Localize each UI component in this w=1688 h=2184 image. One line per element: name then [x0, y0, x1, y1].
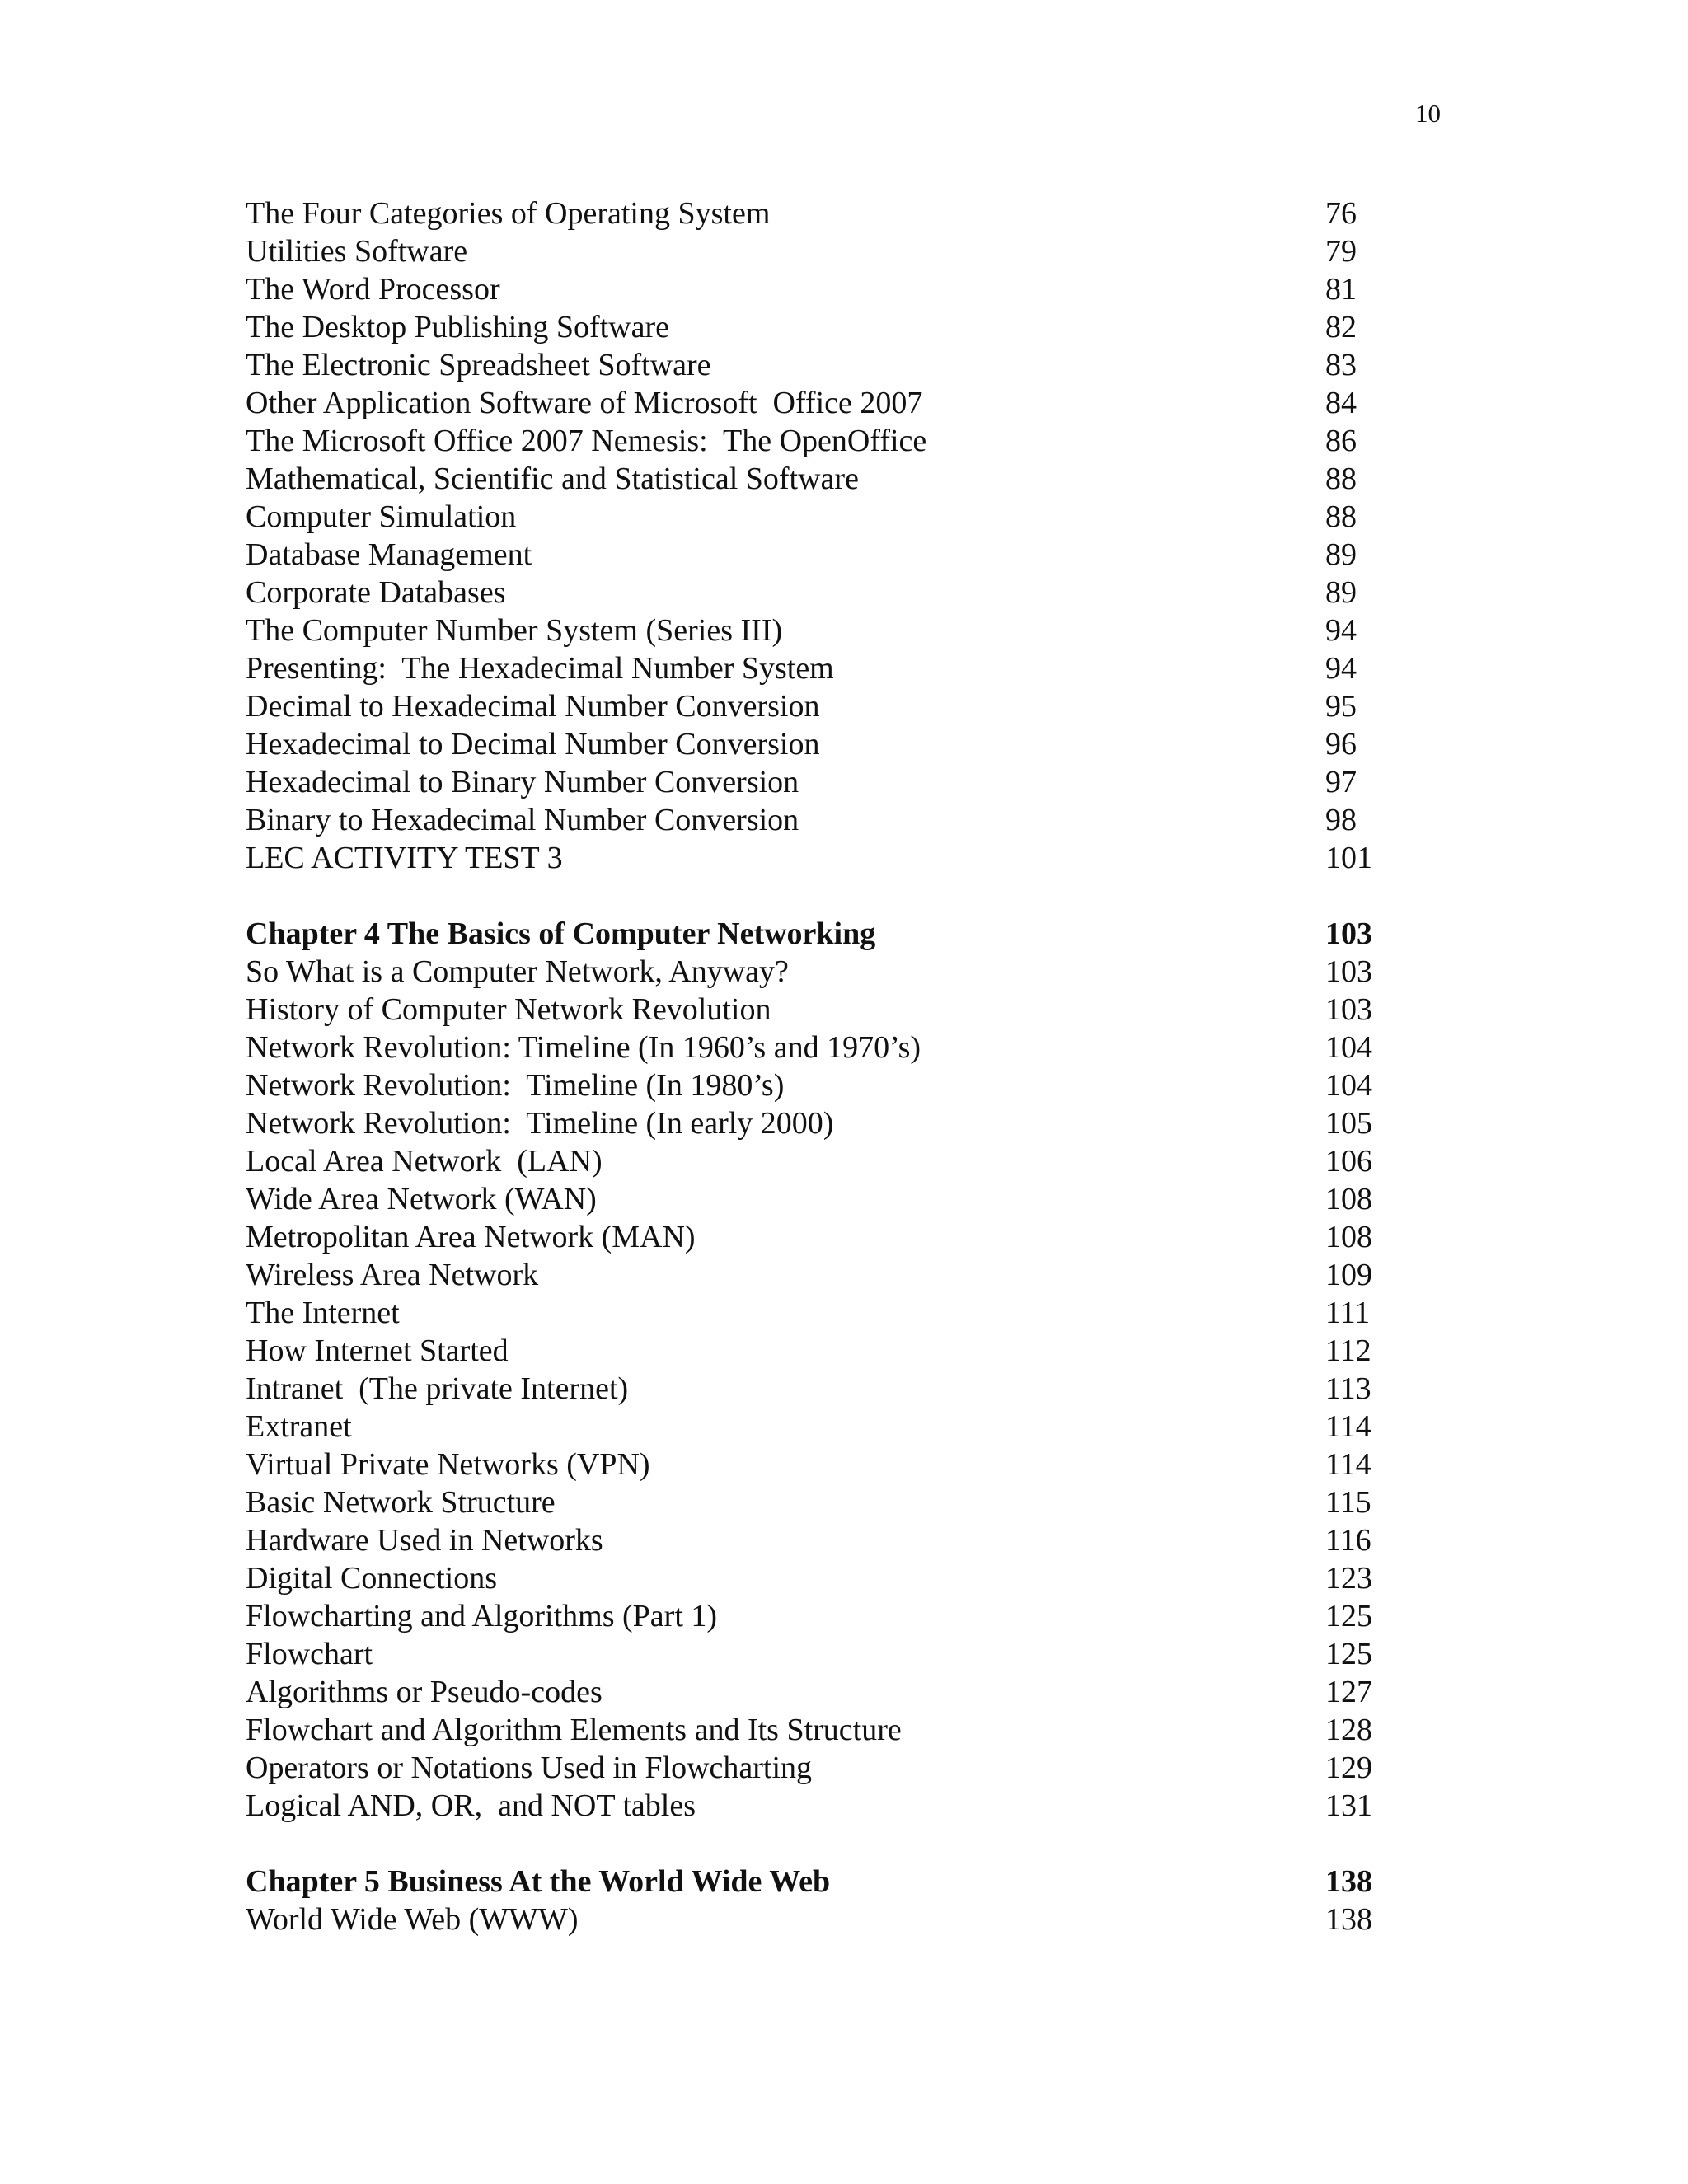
toc-entry-title: The Computer Number System (Series III)	[246, 613, 783, 648]
toc-entry	[246, 649, 1400, 687]
toc-entry	[246, 422, 1400, 460]
toc-entry	[246, 498, 1400, 536]
toc-entry	[246, 1446, 1400, 1483]
toc-entry-page: 103	[1325, 992, 1372, 1027]
toc-entry	[246, 1104, 1400, 1142]
toc-entry-title: Hexadecimal to Binary Number Conversion	[246, 765, 799, 799]
toc-entry-title: Digital Connections	[246, 1561, 498, 1596]
page-number: 10	[1415, 99, 1441, 128]
toc-entry-page: 84	[1325, 386, 1357, 420]
toc-entry-page: 128	[1325, 1713, 1372, 1747]
toc-entry-title: The Four Categories of Operating System	[246, 196, 771, 231]
toc-entry	[246, 1521, 1400, 1559]
toc-entry	[246, 612, 1400, 649]
section-gap	[246, 877, 1400, 915]
toc-entry	[246, 1597, 1400, 1635]
toc-entry-title: Utilities Software	[246, 234, 468, 269]
toc-entry	[246, 1218, 1400, 1256]
toc-entry-title: Presenting: The Hexadecimal Number System	[246, 651, 834, 686]
toc-entry-title: Wide Area Network (WAN)	[246, 1182, 597, 1216]
toc-entry	[246, 1711, 1400, 1749]
toc-entry	[246, 346, 1400, 384]
toc-entry	[246, 763, 1400, 801]
toc-entry-title: Flowchart	[246, 1637, 373, 1671]
toc-entry-page: 129	[1325, 1750, 1372, 1785]
toc-entry	[246, 1294, 1400, 1332]
toc-entry-page: 98	[1325, 803, 1357, 837]
toc-entry	[246, 536, 1400, 574]
toc-entry-page: 138	[1325, 1902, 1372, 1937]
toc-entry-page: 104	[1325, 1030, 1372, 1065]
toc-entry-page: 127	[1325, 1675, 1372, 1709]
toc-entry-page: 105	[1325, 1106, 1372, 1141]
toc-entry-page: 88	[1325, 462, 1357, 496]
toc-entry-page: 123	[1325, 1561, 1372, 1596]
toc-entry-page: 83	[1325, 348, 1357, 382]
toc-entry	[246, 1787, 1400, 1825]
toc-entry	[246, 1066, 1400, 1104]
toc-entry-title: The Electronic Spreadsheet Software	[246, 348, 711, 382]
toc-entry	[246, 270, 1400, 308]
chapter-heading	[246, 915, 1400, 953]
toc-entry-title: How Internet Started	[246, 1333, 509, 1368]
toc-entry-title: History of Computer Network Revolution	[246, 992, 771, 1027]
toc-entry-title: So What is a Computer Network, Anyway?	[246, 954, 789, 989]
toc-entry-title: World Wide Web (WWW)	[246, 1902, 579, 1937]
toc-entry	[246, 991, 1400, 1029]
toc-entry-title: Database Management	[246, 537, 532, 572]
toc-entry-title: Corporate Databases	[246, 575, 506, 610]
toc-entry-title: Hardware Used in Networks	[246, 1523, 603, 1558]
toc-entry-title: The Word Processor	[246, 272, 500, 307]
toc-entry-title: Binary to Hexadecimal Number Conversion	[246, 803, 799, 837]
toc-entry-title: Other Application Software of Microsoft Office 2007	[246, 386, 923, 420]
toc-entry	[246, 1142, 1400, 1180]
toc-entry-title: Mathematical, Scientific and Statistical Software	[246, 462, 859, 496]
toc-entry	[246, 839, 1400, 877]
toc-entry-page: 94	[1325, 651, 1357, 686]
toc-entry-title: Extranet	[246, 1409, 352, 1444]
toc-entry-page: 131	[1325, 1788, 1372, 1823]
toc-entry	[246, 1029, 1400, 1066]
toc-entry-title: Intranet (The private Internet)	[246, 1371, 629, 1406]
toc-entry-page: 116	[1325, 1523, 1372, 1558]
toc-entry-page: 104	[1325, 1068, 1372, 1103]
toc-entry	[246, 1180, 1400, 1218]
toc-entry-title: Flowcharting and Algorithms (Part 1)	[246, 1599, 718, 1633]
toc-entry-page: 95	[1325, 689, 1357, 724]
toc-entry-page: 111	[1325, 1296, 1371, 1330]
toc-entry-page: 109	[1325, 1258, 1372, 1292]
toc-entry-title: Virtual Private Networks (VPN)	[246, 1447, 650, 1482]
toc-entry-title: Metropolitan Area Network (MAN)	[246, 1220, 696, 1254]
toc-entry	[246, 194, 1400, 232]
toc-entry	[246, 1370, 1400, 1408]
toc-entry-page: 103	[1325, 954, 1372, 989]
toc-entry	[246, 232, 1400, 270]
toc-entry-title: Decimal to Hexadecimal Number Conversion	[246, 689, 820, 724]
toc-entry-title: Network Revolution: Timeline (In 1960’s and 1970’s)	[246, 1030, 921, 1065]
toc-entry-title: The Microsoft Office 2007 Nemesis: The OpenOffice	[246, 424, 927, 458]
toc-entry-page: 112	[1325, 1333, 1372, 1368]
toc-entry-title: Local Area Network (LAN)	[246, 1144, 603, 1179]
toc-entry	[246, 460, 1400, 498]
toc-entry	[246, 1749, 1400, 1787]
toc-entry	[246, 1673, 1400, 1711]
toc-entry-title: Logical AND, OR, and NOT tables	[246, 1788, 696, 1823]
toc-entry-page: 97	[1325, 765, 1357, 799]
toc-entry	[246, 574, 1400, 612]
toc-entry-page: 89	[1325, 537, 1357, 572]
toc-entry-page: 81	[1325, 272, 1357, 307]
toc-entry-page: 115	[1325, 1485, 1372, 1520]
toc-entry-page: 125	[1325, 1637, 1372, 1671]
toc-entry-page: 114	[1325, 1447, 1372, 1482]
chapter-heading	[246, 1863, 1400, 1900]
toc-entry-page: 101	[1325, 841, 1372, 875]
toc-entry-page: 82	[1325, 310, 1357, 344]
chapter-title: Chapter 4 The Basics of Computer Networking	[246, 916, 876, 951]
toc-entry-page: 106	[1325, 1144, 1372, 1179]
toc-entry-page: 114	[1325, 1409, 1372, 1444]
toc-entry	[246, 308, 1400, 346]
toc-entry	[246, 1900, 1400, 1938]
toc-entry-title: Computer Simulation	[246, 499, 517, 534]
toc-entry-title: The Internet	[246, 1296, 400, 1330]
toc-entry	[246, 1483, 1400, 1521]
toc-entry	[246, 1408, 1400, 1446]
chapter-page: 103	[1325, 916, 1372, 951]
section-gap	[246, 1825, 1400, 1863]
toc-entry	[246, 1256, 1400, 1294]
chapter-title: Chapter 5 Business At the World Wide Web	[246, 1864, 831, 1899]
toc-entry-page: 86	[1325, 424, 1357, 458]
toc-entry-title: Network Revolution: Timeline (In early 2000)	[246, 1106, 834, 1141]
toc-entry-page: 94	[1325, 613, 1357, 648]
toc-entry-title: Basic Network Structure	[246, 1485, 556, 1520]
toc-entry-title: Wireless Area Network	[246, 1258, 539, 1292]
toc-entry-page: 89	[1325, 575, 1357, 610]
toc-entry-page: 76	[1325, 196, 1357, 231]
toc-entry-title: Hexadecimal to Decimal Number Conversion	[246, 727, 820, 762]
toc-entry-title: LEC ACTIVITY TEST 3	[246, 841, 563, 875]
toc-entry	[246, 1332, 1400, 1370]
toc-entry	[246, 953, 1400, 991]
toc-entry-page: 108	[1325, 1220, 1372, 1254]
toc-entry-title: Algorithms or Pseudo-codes	[246, 1675, 603, 1709]
toc-entry-page: 88	[1325, 499, 1357, 534]
toc-entry	[246, 1635, 1400, 1673]
toc-entry	[246, 687, 1400, 725]
toc-entry	[246, 384, 1400, 422]
toc-entry	[246, 1559, 1400, 1597]
toc-entry-title: The Desktop Publishing Software	[246, 310, 670, 344]
toc-entry-page: 96	[1325, 727, 1357, 762]
toc-entry-title: Flowchart and Algorithm Elements and Its Structure	[246, 1713, 902, 1747]
toc-entry-title: Network Revolution: Timeline (In 1980’s)	[246, 1068, 785, 1103]
toc-entry-title: Operators or Notations Used in Flowcharting	[246, 1750, 813, 1785]
chapter-page: 138	[1325, 1864, 1372, 1899]
toc-entry-page: 79	[1325, 234, 1357, 269]
toc-entry-page: 108	[1325, 1182, 1372, 1216]
toc-entry-page: 125	[1325, 1599, 1372, 1633]
toc-entry	[246, 801, 1400, 839]
table-of-contents	[246, 194, 1400, 1938]
toc-entry-page: 113	[1325, 1371, 1372, 1406]
toc-entry	[246, 725, 1400, 763]
